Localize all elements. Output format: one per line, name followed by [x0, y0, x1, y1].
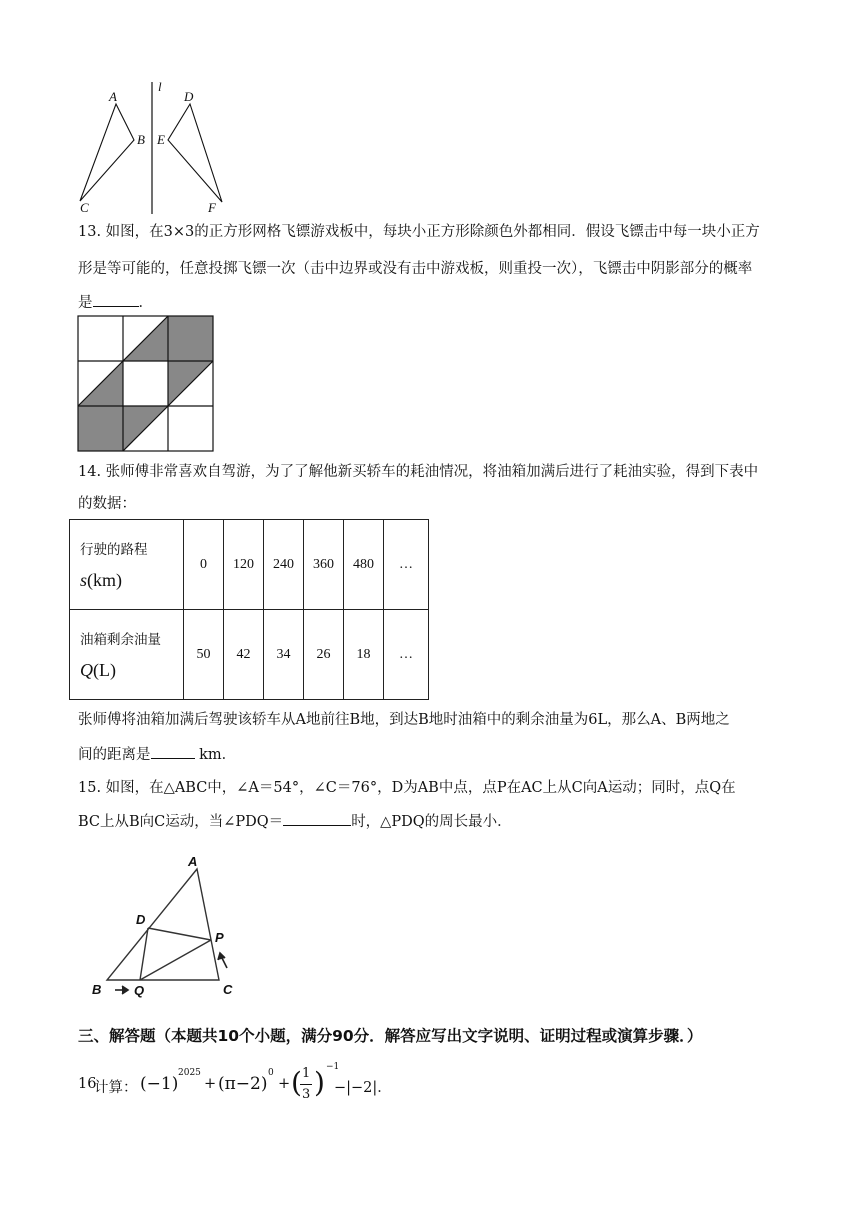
shaded-region [168, 316, 213, 361]
table-cell: … [384, 520, 429, 610]
label-a: A [109, 89, 117, 104]
q16-tail: −|−2|． [334, 1080, 392, 1096]
q16: 16 计算： (−1) 2025 + (π−2) 0 + ( 1 3 ) −1 −|−2|． [78, 1062, 392, 1102]
table-cell: 240 [264, 520, 304, 610]
label-c: C [80, 200, 89, 215]
symbol-s: s [80, 570, 88, 590]
label-d: D [136, 912, 146, 927]
term-base2: (π−2) [218, 1074, 268, 1094]
q16-prefix: 计算： [94, 1080, 138, 1096]
q13-line3-suffix: ． [138, 295, 153, 311]
term-exp2: 0 [268, 1068, 274, 1078]
row-label: 油箱剩余油量 [80, 632, 161, 648]
answer-blank [283, 811, 351, 826]
symbol-q: Q [80, 660, 93, 680]
table-row [70, 520, 429, 610]
triangle-pdq-figure [80, 852, 250, 1002]
label-b: B [137, 132, 145, 147]
row-header-fuel [70, 610, 184, 700]
answer-blank [93, 292, 139, 307]
q15-line1: 15. 如图，在△ABC中，∠A＝54°，∠C＝76°，D为AB中点，点P在AC上从C向A运动；同时，点Q在 [78, 780, 736, 796]
reflection-figure [70, 78, 240, 216]
triangle-def [168, 104, 222, 202]
label-q: Q [134, 983, 145, 998]
q14-after-suffix: km． [199, 747, 237, 763]
label-d: D [184, 89, 194, 104]
label-l: l [158, 79, 162, 94]
table-cell: … [384, 610, 429, 700]
label-a: A [188, 854, 198, 869]
label-b: B [92, 982, 102, 997]
q14-line2: 的数据： [78, 496, 136, 512]
section-title: 三、解答题（本题共10个小题，满分90分．解答应写出文字说明、证明过程或演算步骤．） [78, 1027, 703, 1045]
q15-line2-prefix: BC上从B向C运动，当∠PDQ＝ [78, 814, 284, 830]
q13-line2: 形是等可能的，任意投掷飞镖一次（击中边界或没有击中游戏板，则重投一次），飞镖击中阴影部分的概率 [78, 261, 753, 277]
dartboard-grid [77, 315, 217, 453]
table-cell: 480 [344, 520, 384, 610]
term-base1: (−1) [140, 1074, 179, 1094]
plus-sign: + [204, 1076, 217, 1092]
shaded-region [78, 406, 123, 451]
term-exp1: 2025 [178, 1068, 201, 1078]
table-cell: 34 [264, 610, 304, 700]
fraction-bar [300, 1084, 312, 1085]
table-cell: 50 [184, 610, 224, 700]
label-p: P [215, 930, 224, 945]
q15-line2 [78, 811, 512, 832]
unit-l: (L) [93, 660, 116, 680]
row-label: 行驶的路程 [80, 542, 148, 558]
triangle-abc [80, 104, 134, 201]
q15-line2-suffix: 时，△PDQ的周长最小． [351, 814, 512, 830]
q13-line3 [78, 292, 153, 313]
table-row [70, 610, 429, 700]
frac-denominator: 3 [302, 1087, 311, 1102]
frac-numerator: 1 [302, 1066, 311, 1081]
term-exp3: −1 [326, 1062, 340, 1072]
table-cell: 120 [224, 520, 264, 610]
label-e: E [157, 132, 165, 147]
fuel-table [69, 519, 429, 700]
table-cell: 360 [304, 520, 344, 610]
plus-sign: + [278, 1076, 291, 1092]
q14-after-prefix: 间的距离是 [78, 747, 151, 763]
q13-line3-prefix: 是 [78, 295, 93, 311]
unit-km: (km) [87, 570, 123, 590]
question-number: 16 [78, 1076, 97, 1092]
q14-line1: 14. 张师傅非常喜欢自驾游，为了了解他新买轿车的耗油情况，将油箱加满后进行了耗油实验，得到下表中 [78, 464, 759, 480]
label-f: F [208, 200, 216, 215]
table-cell: 26 [304, 610, 344, 700]
row-header-distance [70, 520, 184, 610]
q14-after-line2 [78, 744, 236, 765]
answer-blank [151, 744, 195, 759]
q13-line1: 13. 如图，在3×3的正方形网格飞镖游戏板中，每块小正方形除颜色外都相同．假设飞镖击中每一块小正方 [78, 224, 760, 240]
table-cell: 42 [224, 610, 264, 700]
table-cell: 0 [184, 520, 224, 610]
q14-after-line1: 张师傅将油箱加满后驾驶该轿车从A地前往B地，到达B地时油箱中的剩余油量为6L，那么A、B两地之 [78, 712, 730, 728]
label-c: C [223, 982, 233, 997]
table-cell: 18 [344, 610, 384, 700]
